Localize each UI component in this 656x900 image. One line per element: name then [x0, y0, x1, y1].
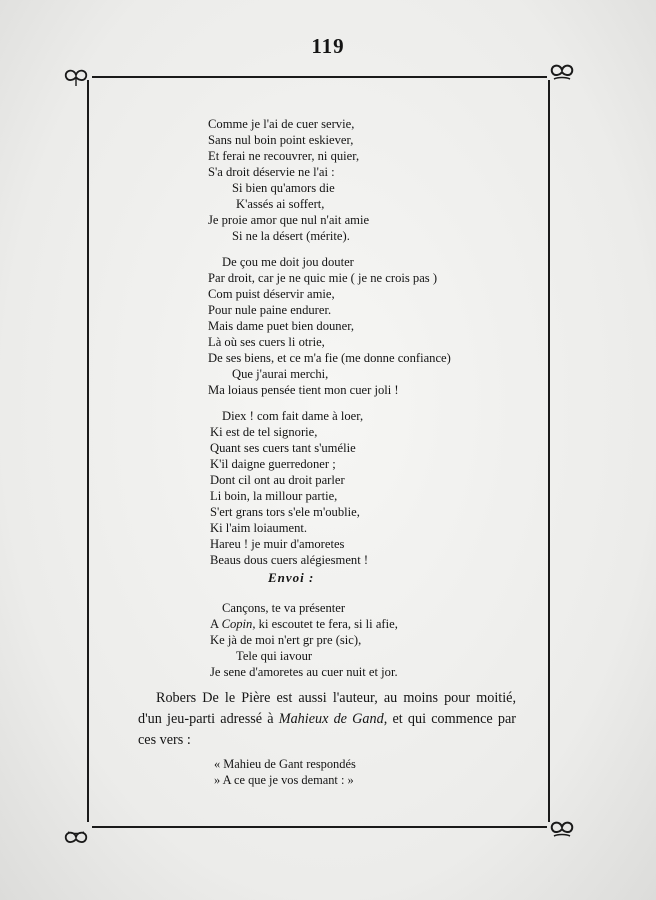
- poem-line: Quant ses cuers tant s'umélie: [210, 441, 356, 455]
- person-name: Mahieux de Gand: [278, 711, 384, 727]
- frame-rule-bottom: [92, 826, 547, 828]
- corner-ornament-icon: [548, 818, 576, 840]
- envoi-heading: Envoi :: [268, 570, 315, 585]
- corner-ornament-icon: [548, 61, 576, 83]
- quote-line: « Mahieu de Gant respondés: [214, 757, 356, 771]
- poem-line: Li boin, la millour partie,: [210, 489, 338, 503]
- corner-ornament-icon: [62, 828, 90, 850]
- frame-rule-top: [92, 76, 547, 78]
- poem-line: Comme je l'ai de cuer servie,: [208, 117, 355, 131]
- poem-line-rest: ki escoutet te fera, si li afie,: [258, 617, 398, 631]
- poem-line: Si bien qu'amors die: [232, 181, 335, 195]
- poem-line: Cançons, te va présenter: [222, 601, 346, 615]
- frame-rule-right: [548, 80, 550, 822]
- poem-line: Ki l'aim loiaument.: [210, 521, 308, 535]
- poem-line: Ke jà de moi n'ert gr pre (sic),: [210, 633, 362, 647]
- poem-line: Si ne la désert (mérite).: [232, 229, 350, 243]
- poem-line: K'il daigne guerredoner ;: [210, 457, 336, 471]
- prose-paragraph: [138, 688, 516, 751]
- frame-rule-left: [87, 80, 89, 822]
- poem-line: Tele qui iavour: [236, 649, 313, 663]
- copin-name: Copin,: [221, 617, 256, 631]
- quote-line: » A ce que je vos demant : »: [214, 773, 354, 787]
- poem-line: Par droit, car je ne quic mie ( je ne crois pas ): [208, 271, 438, 285]
- prose-text: , et qui commence par ces vers :: [138, 711, 516, 748]
- poem-line: Beaus dous cuers alégiesment !: [210, 553, 369, 567]
- poem-line: Hareu ! je muir d'amoretes: [210, 537, 345, 551]
- poem-line: Diex ! com fait dame à loer,: [222, 409, 364, 423]
- poem-line: Et ferai ne recouvrer, ni quier,: [208, 149, 360, 163]
- poem-line: S'a droit déservie ne l'ai :: [208, 165, 335, 179]
- poem-line: De çou me doit jou douter: [222, 255, 354, 269]
- poem-line: Ki est de tel signorie,: [210, 425, 318, 439]
- poem-line: De ses biens, et ce m'a fie (me donne confiance): [208, 351, 451, 365]
- poem-line: Com puist déservir amie,: [208, 287, 335, 301]
- poem-line: S'ert grans tors s'ele m'oublie,: [210, 505, 360, 519]
- poem-line: Dont cil ont au droit parler: [210, 473, 345, 487]
- poem-line: Pour nule paine endurer.: [208, 303, 332, 317]
- corner-ornament-icon: [62, 66, 90, 88]
- poem-line: Ma loiaus pensée tient mon cuer joli !: [208, 383, 399, 397]
- poem-line: Sans nul boin point eskiever,: [208, 133, 354, 147]
- poem-line: Mais dame puet bien douner,: [208, 319, 355, 333]
- poem-line: Que j'aurai merchi,: [232, 367, 329, 381]
- page-number: 119: [311, 34, 345, 58]
- poem-line-prefix: A: [210, 617, 219, 631]
- poem-line: Je sene d'amoretes au cuer nuit et jor.: [210, 665, 398, 679]
- poem-line: [210, 616, 398, 632]
- poem-line: K'assés ai soffert,: [236, 197, 325, 211]
- poem-line: Là où ses cuers li otrie,: [208, 335, 325, 349]
- poem-line: Je proie amor que nul n'ait amie: [208, 213, 370, 227]
- prose-text: Robers De le Pière est aussi l'auteur, au moins pour moitié, d'un jeu-parti adressé à: [138, 690, 516, 727]
